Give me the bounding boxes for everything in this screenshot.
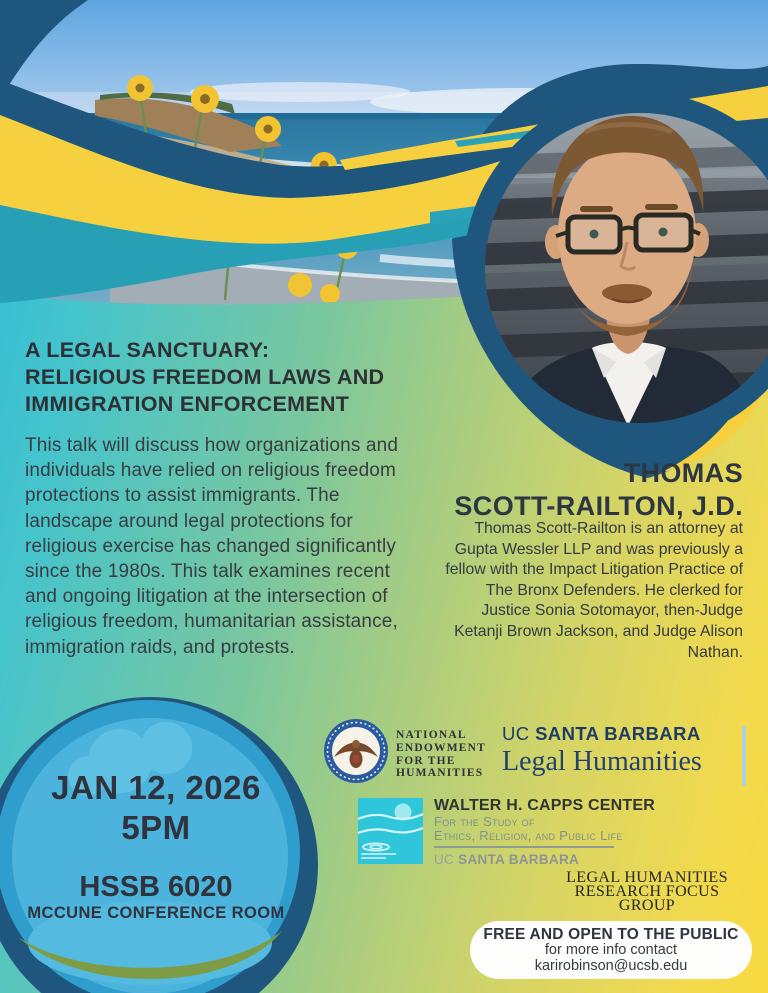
capps-center-logo	[358, 798, 423, 864]
event-date: JAN 12, 2026	[51, 769, 261, 806]
speaker-name-line-1: THOMAS	[623, 458, 743, 488]
speaker-bio: Thomas Scott-Railton is an attorney at Gupta Wessler LLP and was previously a fellow with the Impact Litigation Practice of The Bronx Defenders. He clerked for Justice Sonia Sotomayor, then-Judge Ketanji Brown Jackson, and Judge Alison Nathan.	[445, 520, 743, 661]
title-line-3: IMMIGRATION ENFORCEMENT	[25, 392, 350, 416]
contact-email[interactable]: karirobinson@ucsb.edu	[534, 957, 688, 974]
capps-subtitle-2: Ethics, Religion, and Public Life	[434, 827, 623, 843]
speaker-name-line-2: SCOTT-RAILTON, J.D.	[454, 491, 743, 521]
title-line-2: RELIGIOUS FREEDOM LAWS AND	[25, 365, 385, 389]
event-room-detail: MCCUNE CONFERENCE ROOM	[27, 904, 285, 922]
neh-line-2: ENDOWMENT	[396, 741, 487, 754]
admission-info-pill	[470, 921, 752, 979]
speaker-name	[413, 457, 743, 523]
event-time: 5PM	[121, 809, 191, 846]
contact-text: for more info contact	[544, 942, 678, 958]
logo-divider-bar	[742, 726, 746, 786]
capps-subtitle-1: For the Study of	[434, 814, 535, 829]
neh-line-1: NATIONAL	[396, 729, 467, 741]
event-room: HSSB 6020	[79, 871, 233, 903]
ucsb-campus-name: UC SANTA BARBARA	[502, 723, 701, 744]
capps-title: WALTER H. CAPPS CENTER	[434, 797, 656, 814]
rfg-line-2: RESEARCH FOCUS GROUP	[574, 883, 720, 914]
capps-campus-name: UC SANTA BARBARA	[434, 852, 580, 867]
ucsb-legal-humanities-logo	[502, 723, 702, 778]
event-description: This talk will discuss how organizations and individuals have relied on religious freedom protections to assist immigrants. The landscape around legal protections for religious exercise has changed significantly since the 1980s. This talk examines recent and ongoing litigation at the intersection of religious freedom, humanitarian assistance, immigration raids, and protests.	[25, 435, 399, 658]
capps-rule	[434, 846, 614, 848]
date-time-block	[0, 768, 312, 923]
rfg-line-1: LEGAL HUMANITIES	[566, 869, 728, 886]
title-line-1: A LEGAL SANCTUARY:	[25, 338, 270, 362]
research-focus-group-credit	[548, 871, 746, 913]
legal-humanities-wordmark: Legal Humanities	[502, 746, 702, 777]
neh-wordmark	[396, 729, 486, 780]
neh-line-4: HUMANITIES	[396, 767, 484, 780]
free-admission-text: FREE AND OPEN TO THE PUBLIC	[483, 926, 739, 943]
event-title	[25, 337, 455, 418]
capps-center-wordmark	[434, 797, 655, 867]
neh-seal-logo	[323, 717, 389, 785]
neh-line-3: FOR THE	[396, 754, 456, 767]
